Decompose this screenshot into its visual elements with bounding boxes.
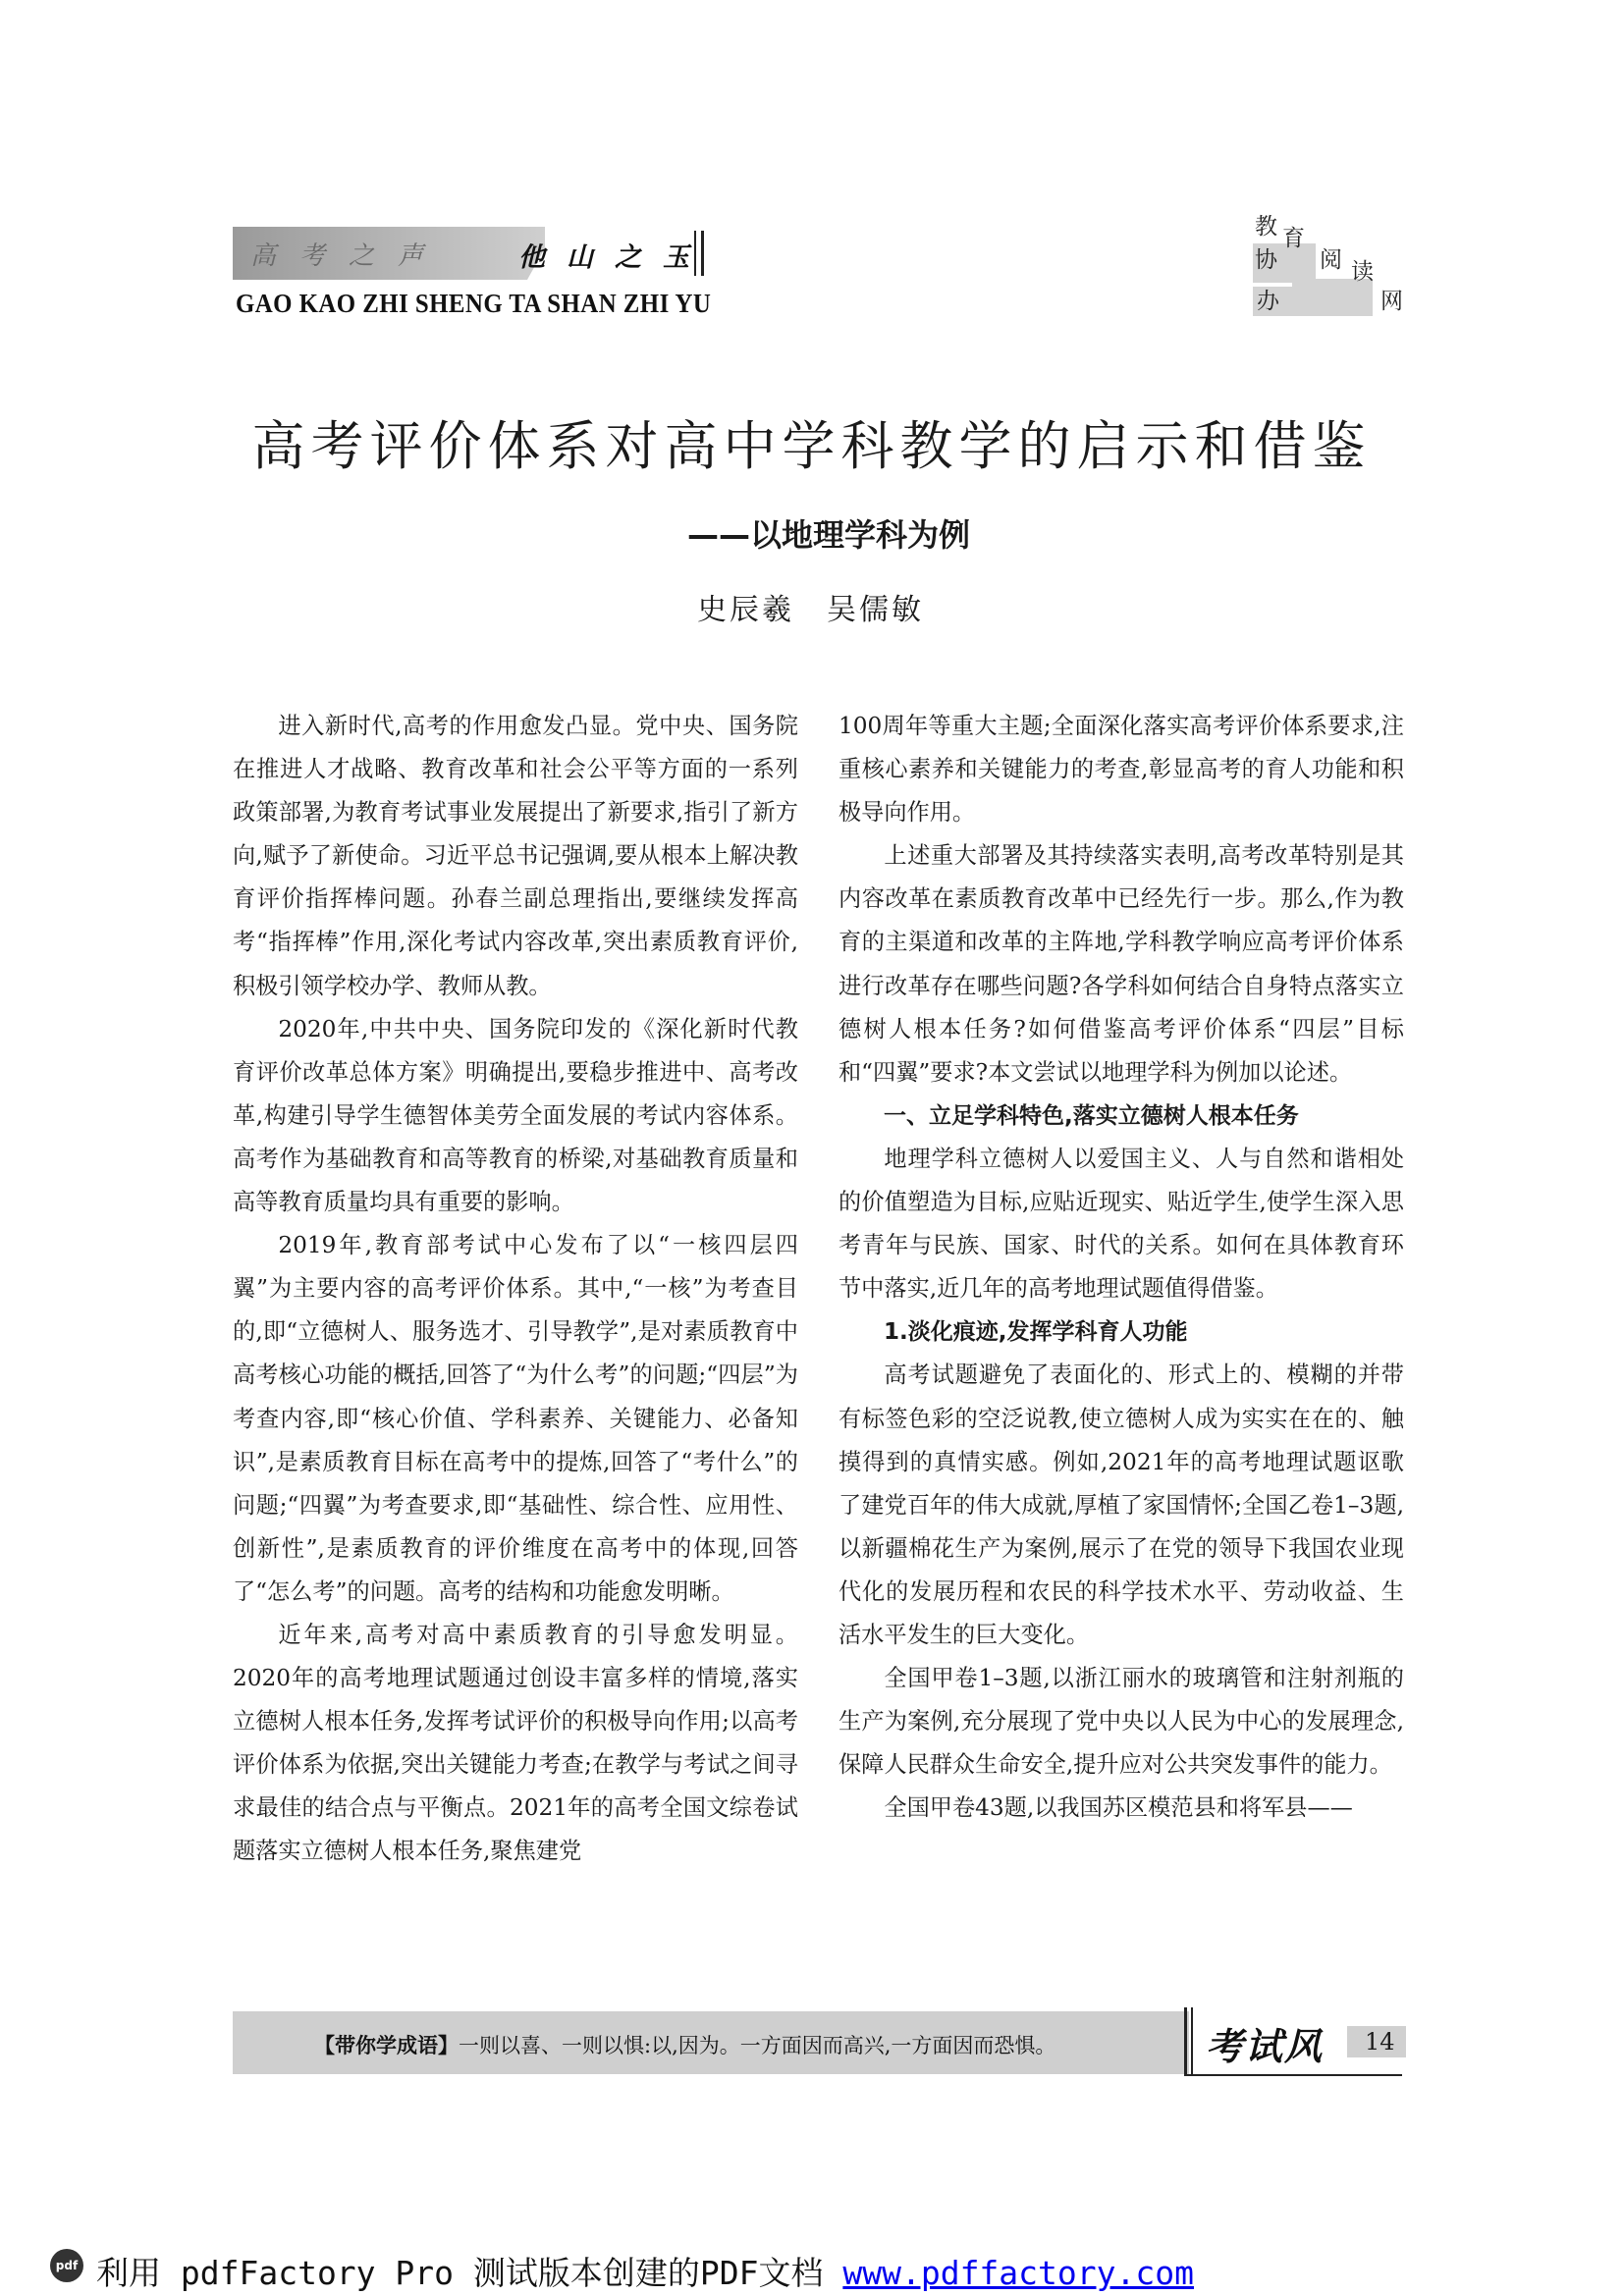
body-paragraph: 2020年,中共中央、国务院印发的《深化新时代教育评价改革总体方案》明确提出,要稳步推进中、高考改革,构建引导学生德智体美劳全面发展的考试内容体系。高考作为基础教育和高等教育的桥梁,对基础教育质量和高等教育质量均具有重要的影响。	[233, 1015, 798, 1216]
body-paragraph: 进入新时代,高考的作用愈发凸显。党中央、国务院在推进人才战略、教育改革和社会公平等方面的一系列政策部署,为教育考试事业发展提出了新要求,指引了新方向,赋予了新使命。习近平总书记强调,要从根本上解决教育评价指挥棒问题。孙春兰副总理指出,要继续发挥高考“指挥棒”作用,深化考试内容改革,突出素质教育评价,积极引领学校办学、教师从教。	[233, 713, 798, 999]
logo-char: 读	[1351, 259, 1374, 285]
footer-divider	[1184, 2007, 1187, 2076]
footer-divider	[1184, 2074, 1402, 2076]
footer-divider	[1191, 2007, 1193, 2076]
logo-char: 网	[1380, 289, 1403, 314]
article-authors: 史辰羲 吴儒敏	[697, 593, 924, 627]
body-column-right	[839, 705, 1404, 1830]
watermark-link[interactable]: www.pdffactory.com	[842, 2254, 1194, 2292]
pdf-icon: pdf	[50, 2249, 83, 2282]
watermark-notice	[96, 2248, 1194, 2294]
logo-char: 育	[1282, 226, 1305, 251]
watermark-text: 利用 pdfFactory Pro 测试版本创建的PDF文档	[96, 2254, 843, 2292]
article-subtitle: ——以地理学科为例	[687, 516, 971, 554]
body-paragraph: 全国甲卷43题,以我国苏区模范县和将军县——	[884, 1794, 1353, 1822]
footer-idiom-text: 一则以喜、一则以惧:以,因为。一方面因而高兴,一方面因而恐惧。	[459, 2034, 1056, 2057]
body-paragraph: 高考试题避免了表面化的、形式上的、模糊的并带有标签色彩的空泛说教,使立德树人成为实实在在的、触摸得到的真情实感。例如,2021年的高考地理试题讴歌了建党百年的伟大成就,厚植了家国情怀;全国乙卷1–3题,以新疆棉花生产为案例,展示了在党的领导下我国农业现代化的发展历程和农民的科学技术水平、劳动收益、生活水平发生的巨大变化。	[839, 1362, 1404, 1648]
body-paragraph: 近年来,高考对高中素质教育的引导愈发明显。2020年的高考地理试题通过创设丰富多样的情境,落实立德树人根本任务,发挥考试评价的积极导向作用;以高考评价体系为依据,突出关键能力考查;在教学与考试之间寻求最佳的结合点与平衡点。2021年的高考全国文综卷试题落实立德树人根本任务,聚焦建党	[233, 1621, 798, 1865]
logo-char: 阅	[1320, 247, 1342, 273]
page-number-box	[1347, 2026, 1406, 2057]
subsection-heading: 1.淡化痕迹,发挥学科育人功能	[884, 1319, 1188, 1346]
logo-char: 协	[1255, 247, 1277, 273]
logo-char: 教	[1255, 214, 1277, 240]
body-paragraph: 2019年,教育部考试中心发布了以“一核四层四翼”为主要内容的高考评价体系。其中,“一核”为考查目的,即“立德树人、服务选才、引导教学”,是对素质教育中高考核心功能的概括,回答了“为什么考”的问题;“四层”为考查内容,即“核心价值、学科素养、关键能力、必备知识”,是素质教育目标在高考中的提炼,回答了“考什么”的问题;“四翼”为考查要求,即“基础性、综合性、应用性、创新性”,是素质教育的评价维度在高考中的体现,回答了“怎么考”的问题。高考的结构和功能愈发明晰。	[233, 1232, 798, 1605]
magazine-brand: 考试风	[1206, 2024, 1325, 2068]
section-pinyin: GAO KAO ZHI SHENG TA SHAN ZHI YU	[236, 289, 712, 318]
page-number: 14	[1365, 2028, 1395, 2056]
logo-char: 办	[1257, 289, 1279, 314]
body-paragraph: 地理学科立德树人以爱国主义、人与自然和谐相处的价值塑造为目标,应贴近现实、贴近学生,使学生深入思考青年与民族、国家、时代的关系。如何在具体教育环节中落实,近几年的高考地理试题值得借鉴。	[839, 1145, 1404, 1303]
footer-idiom	[314, 2030, 1055, 2059]
article-title: 高考评价体系对高中学科教学的启示和借鉴	[251, 415, 1372, 477]
body-paragraph: 全国甲卷1–3题,以浙江丽水的玻璃管和注射剂瓶的生产为案例,充分展现了党中央以人民为中心的发展理念,保障人民群众生命安全,提升应对公共突发事件的能力。	[839, 1665, 1404, 1779]
body-paragraph: 100周年等重大主题;全面深化落实高考评价体系要求,注重核心素养和关键能力的考查,彰显高考的育人功能和积极导向作用。	[839, 713, 1404, 827]
footer-idiom-tag: 【带你学成语】	[314, 2034, 459, 2057]
publisher-logo	[1253, 214, 1410, 316]
body-paragraph: 上述重大部署及其持续落实表明,高考改革特别是其内容改革在素质教育改革中已经先行一步。那么,作为教育的主渠道和改革的主阵地,学科教学响应高考评价体系进行改革存在哪些问题?各学科如何结合自身特点落实立德树人根本任务?如何借鉴高考评价体系“四层”目标和“四翼”要求?本文尝试以地理学科为例加以论述。	[839, 842, 1404, 1086]
body-column-left	[233, 705, 798, 1874]
section-label-left: 高考之声	[250, 241, 448, 271]
section-label-right: 他山之玉	[518, 242, 711, 273]
section-heading: 一、立足学科特色,落实立德树人根本任务	[884, 1102, 1299, 1129]
